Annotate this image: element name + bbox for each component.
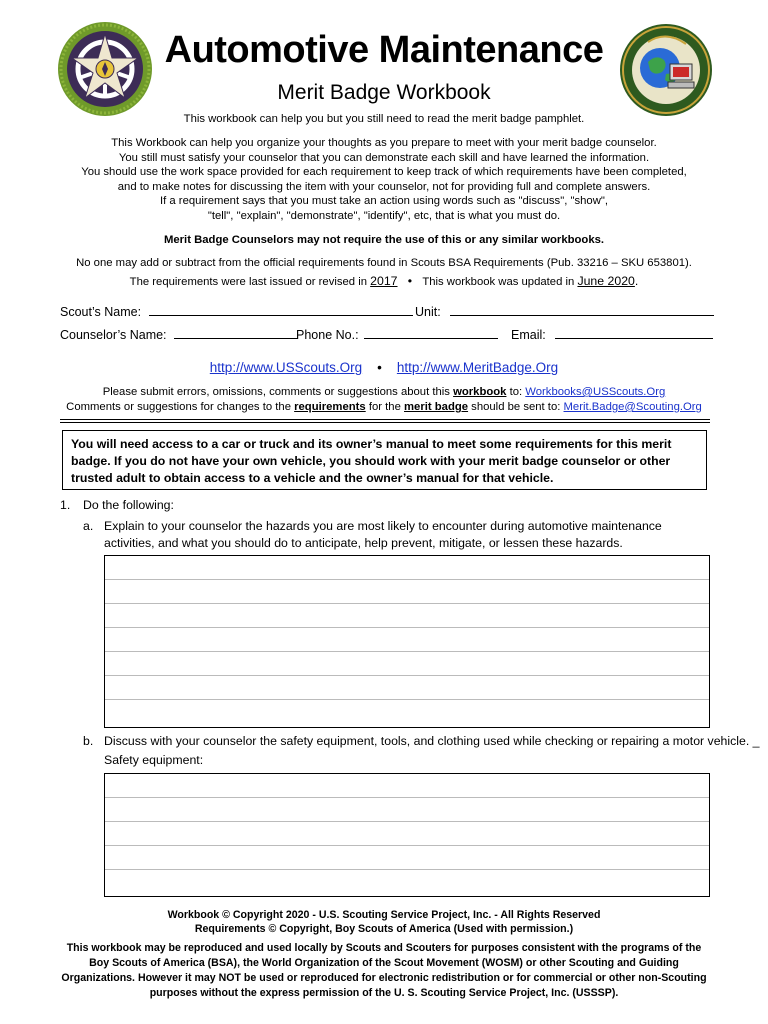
phone-row bbox=[296, 327, 498, 343]
intro-paragraph-line: "tell", "explain", "demonstrate", "identify", etc, that is what you must do. bbox=[207, 209, 561, 222]
answer-line[interactable] bbox=[105, 798, 709, 822]
unit-row bbox=[415, 304, 714, 320]
footer-copyright bbox=[0, 908, 768, 936]
footer-usage-notice: This workbook may be reproduced and used locally by Scouts and Scouters for purposes consistent with the programs of the Boy Scouts of America (BSA), the World Organization of the Scout Movement (WOSM) or other Scouting and Guiding Organizations. However it may NOT be used or reproduced for electronic redistribution or for commercial or other non-Scouting purposes without the express permission of the U. S. Scouting Service Project, Inc. (USSSP). bbox=[61, 942, 707, 999]
meritbadge-link[interactable]: http://www.MeritBadge.Org bbox=[396, 360, 559, 375]
bullet-separator: • bbox=[407, 274, 413, 288]
updated-date: June 2020 bbox=[577, 274, 635, 288]
scout-name-row bbox=[60, 304, 413, 320]
section-divider bbox=[60, 419, 710, 423]
requirement-1b-letter: b. bbox=[83, 734, 94, 748]
period: . bbox=[634, 274, 639, 288]
meritbadge-email-link[interactable]: Merit.Badge@Scouting.Org bbox=[563, 401, 702, 413]
phone-field[interactable] bbox=[364, 327, 498, 339]
answer-line[interactable] bbox=[105, 676, 709, 700]
intro-paragraph-line: If a requirement says that you must take an action using words such as "discuss", "show", bbox=[159, 195, 609, 207]
vehicle-notice-box: You will need access to a car or truck and its owner’s manual to meet some requirements for this merit badge. If you do not have your own vehicle, you should work with your merit badge counselor or other trusted adult to obtain access to a vehicle and the owner’s manual for that vehicle. bbox=[62, 430, 707, 490]
safety-equipment-label: Safety equipment: bbox=[104, 753, 204, 767]
submit-errors-line bbox=[0, 385, 768, 400]
workbooks-email-link[interactable]: Workbooks@USScouts.Org bbox=[525, 386, 666, 398]
requirements-word: requirements bbox=[294, 401, 366, 413]
answer-line[interactable] bbox=[105, 628, 709, 652]
updated-prefix: This workbook was updated in bbox=[422, 276, 578, 288]
email-field[interactable] bbox=[555, 327, 713, 339]
counselors-note: Merit Badge Counselors may not require the use of this or any similar workbooks. bbox=[163, 234, 605, 246]
requirements-copyright: Requirements © Copyright, Boy Scouts of America (Used with permission.) bbox=[194, 923, 574, 935]
unit-label: Unit: bbox=[415, 305, 441, 319]
official-requirements-note: No one may add or subtract from the official requirements found in Scouts BSA Requirements (Pub. 33216 – SKU 653801). bbox=[76, 257, 692, 269]
answer-box-safety-equipment[interactable] bbox=[104, 773, 710, 897]
counselor-name-field[interactable] bbox=[174, 327, 298, 339]
answer-box-1a[interactable] bbox=[104, 555, 710, 728]
answer-line[interactable] bbox=[105, 774, 709, 798]
intro-paragraph-line: This Workbook can help you organize your thoughts as you prepare to meet with your merit badge counselor. bbox=[111, 137, 657, 149]
requirement-1-number: 1. bbox=[60, 498, 71, 512]
submit-changes-line bbox=[0, 400, 768, 415]
intro-paragraph-line: and to make notes for discussing the item with your counselor, not for providing full and complete answers. bbox=[117, 180, 651, 193]
workbook-copyright: Workbook © Copyright 2020 - U.S. Scouting Service Project, Inc. - All Rights Reserved bbox=[167, 909, 601, 921]
submit-text: Please submit errors, omissions, comments or suggestions about this bbox=[102, 386, 454, 398]
intro-paragraph bbox=[0, 136, 768, 223]
submit-text: to: bbox=[506, 386, 526, 398]
phone-label: Phone No.: bbox=[296, 328, 359, 342]
requirement-1a-text: Explain to your counselor the hazards you are most likely to encounter during automotive maintenance activities, and what you should do to anticipate, help prevent, mitigate, or lessen these hazards. bbox=[104, 519, 662, 550]
scout-name-label: Scout’s Name: bbox=[60, 305, 142, 319]
answer-line[interactable] bbox=[105, 556, 709, 580]
answer-line[interactable] bbox=[105, 700, 709, 727]
issued-year: 2017 bbox=[370, 274, 398, 288]
page-subtitle: Merit Badge Workbook bbox=[277, 81, 491, 104]
workbook-word: workbook bbox=[453, 386, 507, 398]
answer-line[interactable] bbox=[105, 604, 709, 628]
issued-prefix: The requirements were last issued or revised in bbox=[129, 276, 371, 288]
answer-line[interactable] bbox=[105, 846, 709, 870]
counselor-name-row bbox=[60, 327, 298, 343]
email-row bbox=[511, 327, 713, 343]
submit-text: Comments or suggestions for changes to the bbox=[66, 401, 295, 413]
requirement-1-text: Do the following: bbox=[83, 498, 174, 512]
page-title: Automotive Maintenance bbox=[164, 29, 604, 71]
scout-name-field[interactable] bbox=[149, 304, 413, 316]
usscouts-link[interactable]: http://www.USScouts.Org bbox=[209, 360, 363, 375]
website-links bbox=[0, 359, 768, 377]
submit-text: for the bbox=[365, 401, 405, 413]
requirement-1a-letter: a. bbox=[83, 519, 94, 533]
answer-line[interactable] bbox=[105, 822, 709, 846]
answer-line[interactable] bbox=[105, 652, 709, 676]
email-label: Email: bbox=[511, 328, 546, 342]
submit-text: should be sent to: bbox=[468, 401, 564, 413]
unit-field[interactable] bbox=[450, 304, 714, 316]
intro-paragraph-line: You should use the work space provided for each requirement to keep track of which requirements have been completed, bbox=[81, 166, 687, 178]
merit-badge-word: merit badge bbox=[404, 401, 469, 413]
requirement-1b-text: Discuss with your counselor the safety equipment, tools, and clothing used while checking or repairing a motor vehicle. _ bbox=[104, 734, 760, 748]
answer-line[interactable] bbox=[105, 580, 709, 604]
intro-line: This workbook can help you but you still need to read the merit badge pamphlet. bbox=[183, 113, 585, 125]
answer-line[interactable] bbox=[105, 870, 709, 896]
link-separator: • bbox=[377, 360, 382, 375]
revision-line bbox=[0, 273, 768, 290]
intro-paragraph-line: You still must satisfy your counselor that you can demonstrate each skill and have learned the information. bbox=[118, 151, 650, 164]
counselor-name-label: Counselor’s Name: bbox=[60, 328, 167, 342]
